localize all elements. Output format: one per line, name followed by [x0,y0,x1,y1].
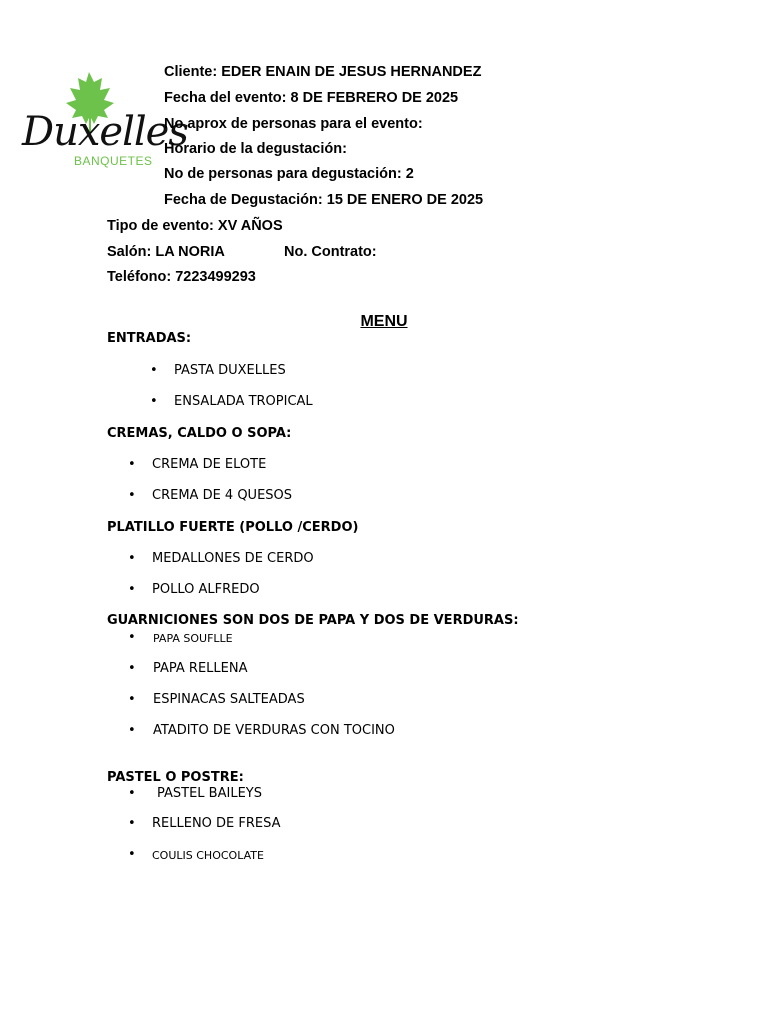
personas-degustacion-line: No de personas para degustación: 2 [164,166,414,182]
section-guarniciones-heading: GUARNICIONES SON DOS DE PAPA Y DOS DE VERDURAS: [107,613,519,628]
list-item: PASTEL BAILEYS [157,786,262,801]
bullet-icon: • [128,488,136,503]
bullet-icon: • [128,786,136,801]
bullet-icon: • [150,394,158,409]
list-item: COULIS CHOCOLATE [152,849,264,862]
bullet-icon: • [128,551,136,566]
section-cremas-heading: CREMAS, CALDO O SOPA: [107,426,292,441]
list-item: CREMA DE ELOTE [152,457,267,472]
logo-brand-text: Duxelles [22,109,188,155]
bullet-icon: • [128,692,136,707]
section-postre-heading: PASTEL O POSTRE: [107,770,244,785]
horario-line: Horario de la degustación: [164,141,347,157]
list-item: POLLO ALFREDO [152,582,260,597]
bullet-icon: • [128,816,136,831]
list-item: PAPA SOUFLLE [153,632,233,645]
list-item: CREMA DE 4 QUESOS [152,488,293,503]
bullet-icon: • [128,582,136,597]
bullet-icon: • [128,723,136,738]
section-platillo-heading: PLATILLO FUERTE (POLLO /CERDO) [107,520,359,535]
salon-line: Salón: LA NORIA [107,244,225,260]
bullet-icon: • [128,630,136,645]
list-item: PASTA DUXELLES [174,363,286,378]
contrato-line: No. Contrato: [284,244,377,260]
list-item: ENSALADA TROPICAL [174,394,313,409]
list-item: ESPINACAS SALTEADAS [153,692,305,707]
list-item: MEDALLONES DE CERDO [152,551,314,566]
tipo-evento-line: Tipo de evento: XV AÑOS [107,218,283,234]
cliente-line: Cliente: EDER ENAIN DE JESUS HERNANDEZ [164,64,482,80]
bullet-icon: • [150,363,158,378]
duxelles-logo [22,70,188,170]
logo-sub-text: BANQUETES [74,154,153,168]
bullet-icon: • [128,661,136,676]
bullet-icon: • [128,457,136,472]
bullet-icon: • [128,847,136,862]
fecha-evento-line: Fecha del evento: 8 DE FEBRERO DE 2025 [164,90,459,106]
list-item: RELLENO DE FRESA [152,816,281,831]
telefono-line: Teléfono: 7223499293 [107,269,256,285]
fecha-degustacion-line: Fecha de Degustación: 15 DE ENERO DE 2025 [164,192,484,208]
list-item: PAPA RELLENA [153,661,248,676]
aprox-personas-line: No aprox de personas para el evento: [164,116,423,132]
list-item: ATADITO DE VERDURAS CON TOCINO [153,723,395,738]
section-entradas-heading: ENTRADAS: [107,331,192,346]
menu-title: MENU [360,313,408,330]
